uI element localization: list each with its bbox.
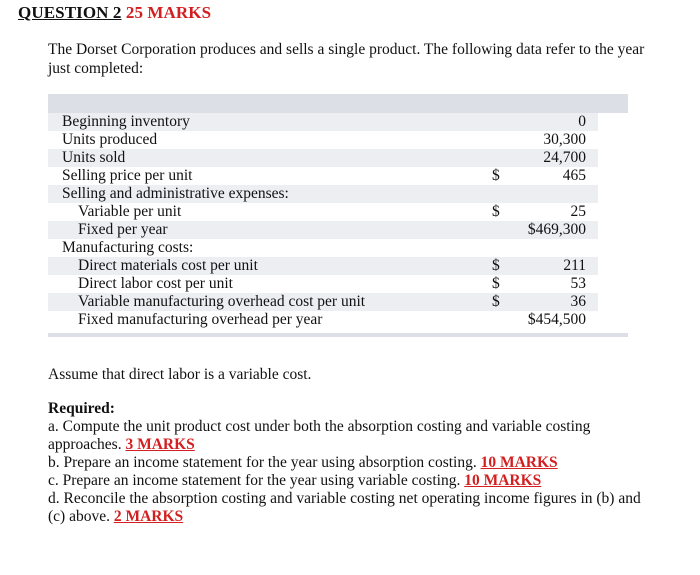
row-label: Fixed manufacturing overhead per year	[48, 311, 492, 329]
row-currency: $	[492, 293, 516, 311]
required-a-marks: 3 MARKS	[125, 436, 195, 453]
table-header-band	[48, 94, 628, 113]
question-number: QUESTION 2	[18, 3, 122, 22]
row-label: Fixed per year	[48, 221, 492, 239]
row-label: Units sold	[48, 149, 492, 167]
table-row	[48, 167, 598, 185]
row-value	[516, 239, 598, 257]
table-footer-band	[48, 333, 628, 337]
row-value: 0	[516, 113, 598, 131]
row-value: 211	[516, 257, 598, 275]
table-row	[48, 221, 598, 239]
row-value: 30,300	[516, 131, 598, 149]
row-value: $469,300	[516, 221, 598, 239]
row-currency	[492, 149, 516, 167]
row-label: Selling and administrative expenses:	[48, 185, 492, 203]
row-currency	[492, 185, 516, 203]
row-label: Direct materials cost per unit	[48, 257, 492, 275]
required-item-a	[48, 418, 658, 454]
data-table-section	[48, 94, 628, 337]
required-a-text: a. Compute the unit product cost under both the absorption costing and variable costing approaches.	[48, 418, 591, 453]
assumption-text: Assume that direct labor is a variable cost.	[48, 366, 312, 383]
table-row	[48, 275, 598, 293]
row-label: Direct labor cost per unit	[48, 275, 492, 293]
table-row	[48, 131, 598, 149]
row-value: 24,700	[516, 149, 598, 167]
data-table	[48, 113, 598, 329]
row-currency: $	[492, 257, 516, 275]
required-d-text: d. Reconcile the absorption costing and variable costing net operating income figures in (b) and (c) above.	[48, 490, 641, 525]
row-value: $454,500	[516, 311, 598, 329]
table-row	[48, 239, 598, 257]
table-row	[48, 113, 598, 131]
table-row	[48, 293, 598, 311]
table-row	[48, 311, 598, 329]
required-item-c	[48, 472, 658, 490]
row-currency	[492, 113, 516, 131]
required-b-marks: 10 MARKS	[480, 454, 558, 471]
row-value: 53	[516, 275, 598, 293]
intro-paragraph: The Dorset Corporation produces and sells a single product. The following data refer to the year just completed:	[48, 41, 645, 77]
required-c-text: c. Prepare an income statement for the year using variable costing.	[48, 472, 461, 489]
row-currency	[492, 131, 516, 149]
row-value: 465	[516, 167, 598, 185]
row-currency	[492, 311, 516, 329]
table-row	[48, 257, 598, 275]
required-b-text: b. Prepare an income statement for the year using absorption costing.	[48, 454, 477, 471]
row-label: Variable per unit	[48, 203, 492, 221]
row-currency	[492, 239, 516, 257]
question-heading	[18, 3, 211, 23]
row-value: 25	[516, 203, 598, 221]
row-label: Manufacturing costs:	[48, 239, 492, 257]
row-value	[516, 185, 598, 203]
required-item-d	[48, 490, 658, 526]
required-c-marks: 10 MARKS	[464, 472, 542, 489]
row-label: Selling price per unit	[48, 167, 492, 185]
table-row	[48, 185, 598, 203]
row-currency	[492, 221, 516, 239]
question-marks: 25 MARKS	[125, 3, 212, 22]
row-currency: $	[492, 275, 516, 293]
row-label: Beginning inventory	[48, 113, 492, 131]
row-value: 36	[516, 293, 598, 311]
required-item-b	[48, 454, 658, 472]
row-currency: $	[492, 203, 516, 221]
table-row	[48, 149, 598, 167]
required-title: Required:	[48, 400, 115, 417]
row-label: Variable manufacturing overhead cost per unit	[48, 293, 492, 311]
required-d-marks: 2 MARKS	[113, 508, 184, 525]
row-currency: $	[492, 167, 516, 185]
required-section	[48, 400, 658, 526]
row-label: Units produced	[48, 131, 492, 149]
table-row	[48, 203, 598, 221]
